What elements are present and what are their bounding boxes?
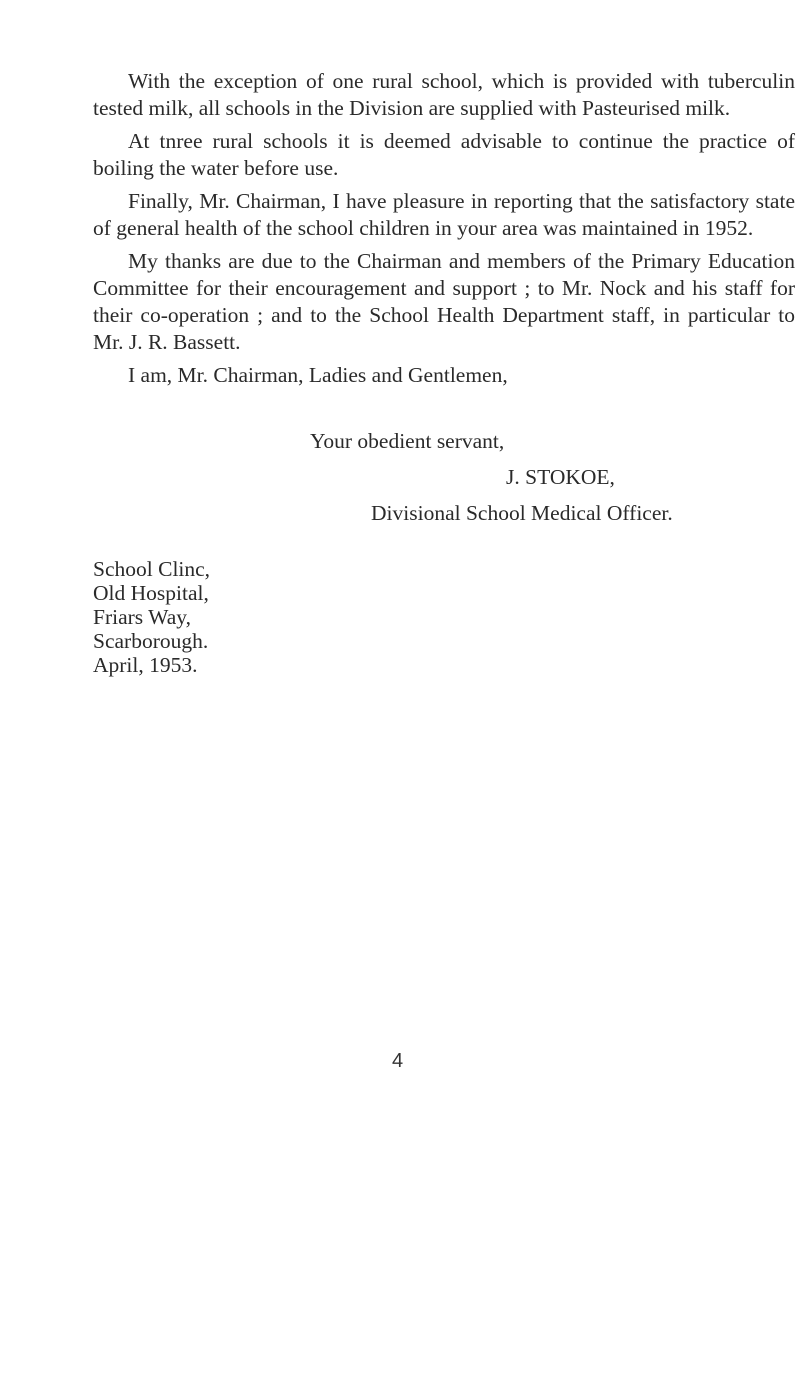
address-line: Scarborough. (93, 629, 209, 653)
address-line: Old Hospital, (93, 581, 209, 605)
paragraph-boiling-water: At tnree rural schools it is deemed advisable to continue the practice of boiling the water before use. (93, 129, 795, 180)
letter-body (93, 68, 795, 395)
address-line: Friars Way, (93, 605, 191, 629)
sender-address (93, 557, 210, 677)
paragraph-milk-supply: With the exception of one rural school, which is provided with tuberculin tested milk, all schools in the Division are supplied with Pasteurised milk. (93, 69, 795, 120)
paragraph-thanks: My thanks are due to the Chairman and members of the Primary Education Committee for their encouragement and support ; to Mr. Nock and his staff for their co-operation ; and to the School Health Department staff, in particular to Mr. J. R. Bassett. (93, 249, 795, 354)
address-line: School Clinc, (93, 557, 211, 581)
date-line: April, 1953. (93, 653, 198, 677)
signatory-title: Divisional School Medical Officer. (371, 501, 673, 525)
paragraph-general-health: Finally, Mr. Chairman, I have pleasure in reporting that the satisfactory state of general health of the school children in your area was maintained in 1952. (93, 189, 795, 240)
page-number: 4 (392, 1050, 404, 1072)
valediction: Your obedient servant, (310, 429, 505, 453)
signatory-name: J. STOKOE, (506, 465, 615, 489)
closing-line: I am, Mr. Chairman, Ladies and Gentlemen, (128, 363, 508, 387)
